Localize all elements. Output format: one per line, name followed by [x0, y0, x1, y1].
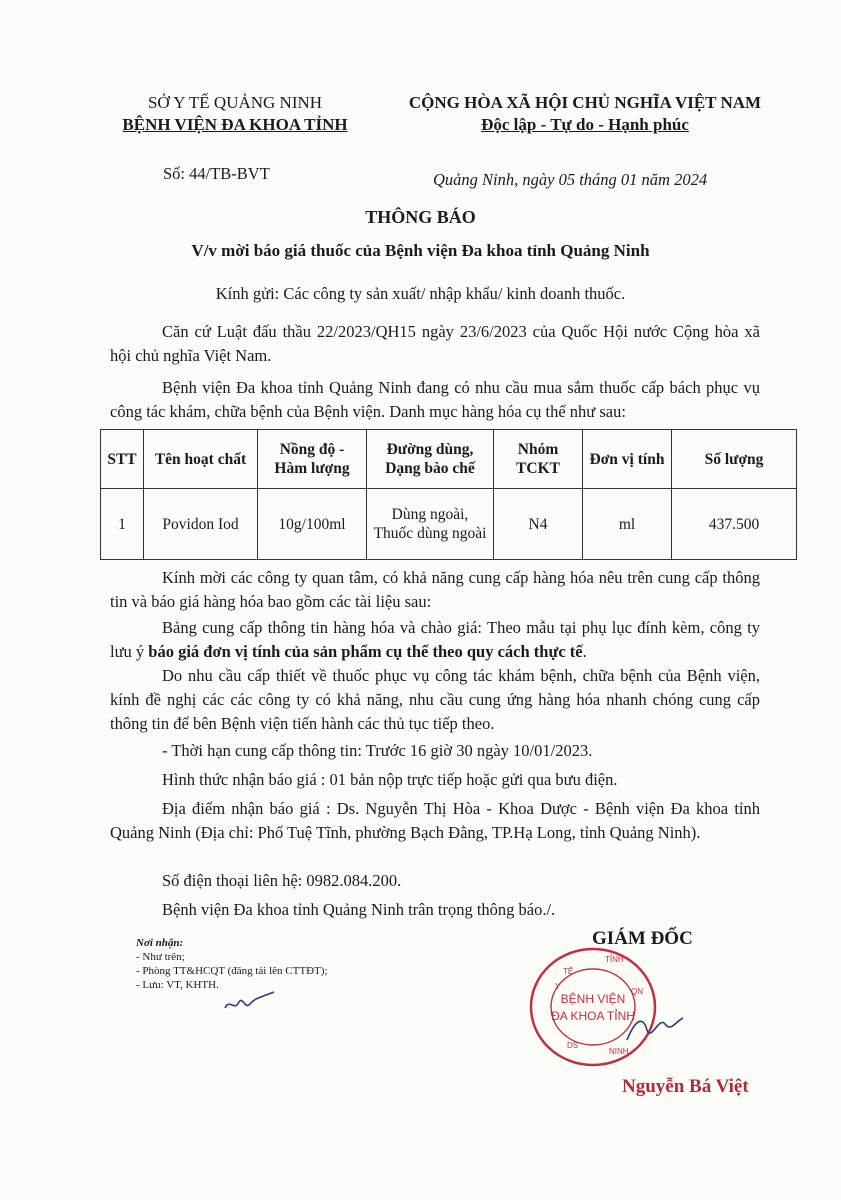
col-header-group: Nhóm TCKT	[494, 430, 583, 489]
drug-table	[100, 429, 797, 560]
svg-text:QN: QN	[631, 987, 643, 996]
col-header-route-form: Đường dùng, Dạng bào chế	[367, 430, 494, 489]
signer-name: Nguyễn Bá Việt	[622, 1076, 749, 1097]
doc-subject: V/v mời báo giá thuốc của Bệnh viện Đa khoa tỉnh Quảng Ninh	[191, 241, 650, 260]
cell-route-form: Dùng ngoài, Thuốc dùng ngoài	[367, 489, 494, 560]
motto: Độc lập - Tự do - Hạnh phúc	[481, 115, 689, 134]
col-header-concentration: Nồng độ - Hàm lượng	[258, 430, 367, 489]
recipient-item: - Lưu: VT, KHTH.	[136, 979, 219, 991]
urgency-paragraph: Do nhu cầu cấp thiết về thuốc phục vụ công tác khám bệnh, chữa bệnh của Bệnh viện, kính đề nghị các các công ty có khả năng, nhu cầu cung ứng hàng hóa nhanh chóng cung cấp thông tin để bên Bệnh viện tiến hành các thủ tục tiếp theo.	[110, 666, 760, 733]
hospital-stamp-icon	[527, 944, 659, 1070]
closing-line: Bệnh viện Đa khoa tỉnh Quảng Ninh trân trọng thông báo./.	[162, 900, 556, 919]
cell-stt: 1	[101, 489, 144, 560]
cell-unit: ml	[583, 489, 672, 560]
svg-text:Y: Y	[555, 982, 561, 991]
recipients-block	[136, 936, 327, 992]
initial-mark-icon	[222, 990, 278, 1016]
cell-group: N4	[494, 489, 583, 560]
table-row	[101, 489, 797, 560]
svg-text:NINH: NINH	[609, 1047, 629, 1056]
doc-title: THÔNG BÁO	[365, 207, 476, 227]
documents-text: Bảng cung cấp thông tin hàng hóa và chào giá: Theo mẫu tại phụ lục đính kèm, công ty lưu ý	[110, 618, 760, 661]
signature-scribble-icon	[625, 1010, 685, 1050]
phone-line: Số điện thoại liên hệ: 0982.084.200.	[162, 871, 402, 890]
documents-period: .	[582, 642, 587, 661]
legal-basis-paragraph: Căn cứ Luật đấu thầu 22/2023/QH15 ngày 23/6/2023 của Quốc Hội nước Cộng hòa xã hội chủ nghĩa Việt Nam.	[110, 322, 760, 365]
signer-title: GIÁM ĐỐC	[592, 928, 693, 949]
submission-address-paragraph: Địa điểm nhận báo giá : Ds. Nguyễn Thị Hòa - Khoa Dược - Bệnh viện Đa khoa tỉnh Quảng Ninh (Địa chỉ: Phố Tuệ Tĩnh, phường Bạch Đằng, TP.Hạ Long, tỉnh Quảng Ninh).	[110, 799, 760, 842]
place-date: Quảng Ninh, ngày 05 tháng 01 năm 2024	[433, 170, 708, 189]
country-name: CỘNG HÒA XÃ HỘI CHỦ NGHĨA VIỆT NAM	[408, 93, 762, 112]
issuer-hospital: BỆNH VIỆN ĐA KHOA TỈNH	[122, 115, 348, 134]
col-header-quantity: Số lượng	[672, 430, 797, 489]
cell-active-ingredient: Povidon Iod	[144, 489, 258, 560]
deadline-line: - Thời hạn cung cấp thông tin: Trước 16 giờ 30 ngày 10/01/2023.	[162, 741, 593, 760]
svg-text:TẾ: TẾ	[563, 967, 574, 976]
recipient-item: - Phòng TT&HCQT (đăng tải lên CTTĐT);	[136, 965, 328, 977]
svg-text:TỈNH: TỈNH	[605, 955, 624, 964]
recipients-label: Nơi nhận:	[136, 937, 184, 949]
table-header-row	[101, 430, 797, 489]
stamp-line-2: ĐA KHOA TỈNH	[551, 1009, 635, 1023]
cell-quantity: 437.500	[672, 489, 797, 560]
cell-concentration: 10g/100ml	[258, 489, 367, 560]
submission-method-line: Hình thức nhận báo giá : 01 bản nộp trực tiếp hoặc gửi qua bưu điện.	[162, 770, 618, 789]
issuer-department: SỞ Y TẾ QUẢNG NINH	[147, 93, 323, 112]
col-header-unit: Đơn vị tính	[583, 430, 672, 489]
issuer-block	[95, 92, 375, 136]
recipient-item: - Như trên;	[136, 951, 185, 963]
documents-emphasis: báo giá đơn vị tính của sản phẩm cụ thể theo quy cách thực tế	[148, 642, 583, 661]
invitation-paragraph: Kính mời các công ty quan tâm, có khả năng cung cấp hàng hóa nêu trên cung cấp thông tin và báo giá hàng hóa bao gồm các tài liệu sau:	[110, 568, 760, 611]
col-header-stt: STT	[101, 430, 144, 489]
doc-number: Số: 44/TB-BVT	[163, 164, 270, 183]
svg-text:DS: DS	[567, 1041, 579, 1050]
addressee: Kính gửi: Các công ty sản xuất/ nhập khẩu/ kinh doanh thuốc.	[215, 284, 626, 303]
need-paragraph: Bệnh viện Đa khoa tỉnh Quảng Ninh đang có nhu cầu mua sắm thuốc cấp bách phục vụ công tác khám, chữa bệnh của Bệnh viện. Danh mục hàng hóa cụ thể như sau:	[110, 378, 760, 421]
stamp-line-1: BỆNH VIỆN	[560, 992, 626, 1006]
col-header-active-ingredient: Tên hoạt chất	[144, 430, 258, 489]
national-motto-block	[380, 92, 790, 136]
documents-paragraph	[110, 616, 760, 664]
